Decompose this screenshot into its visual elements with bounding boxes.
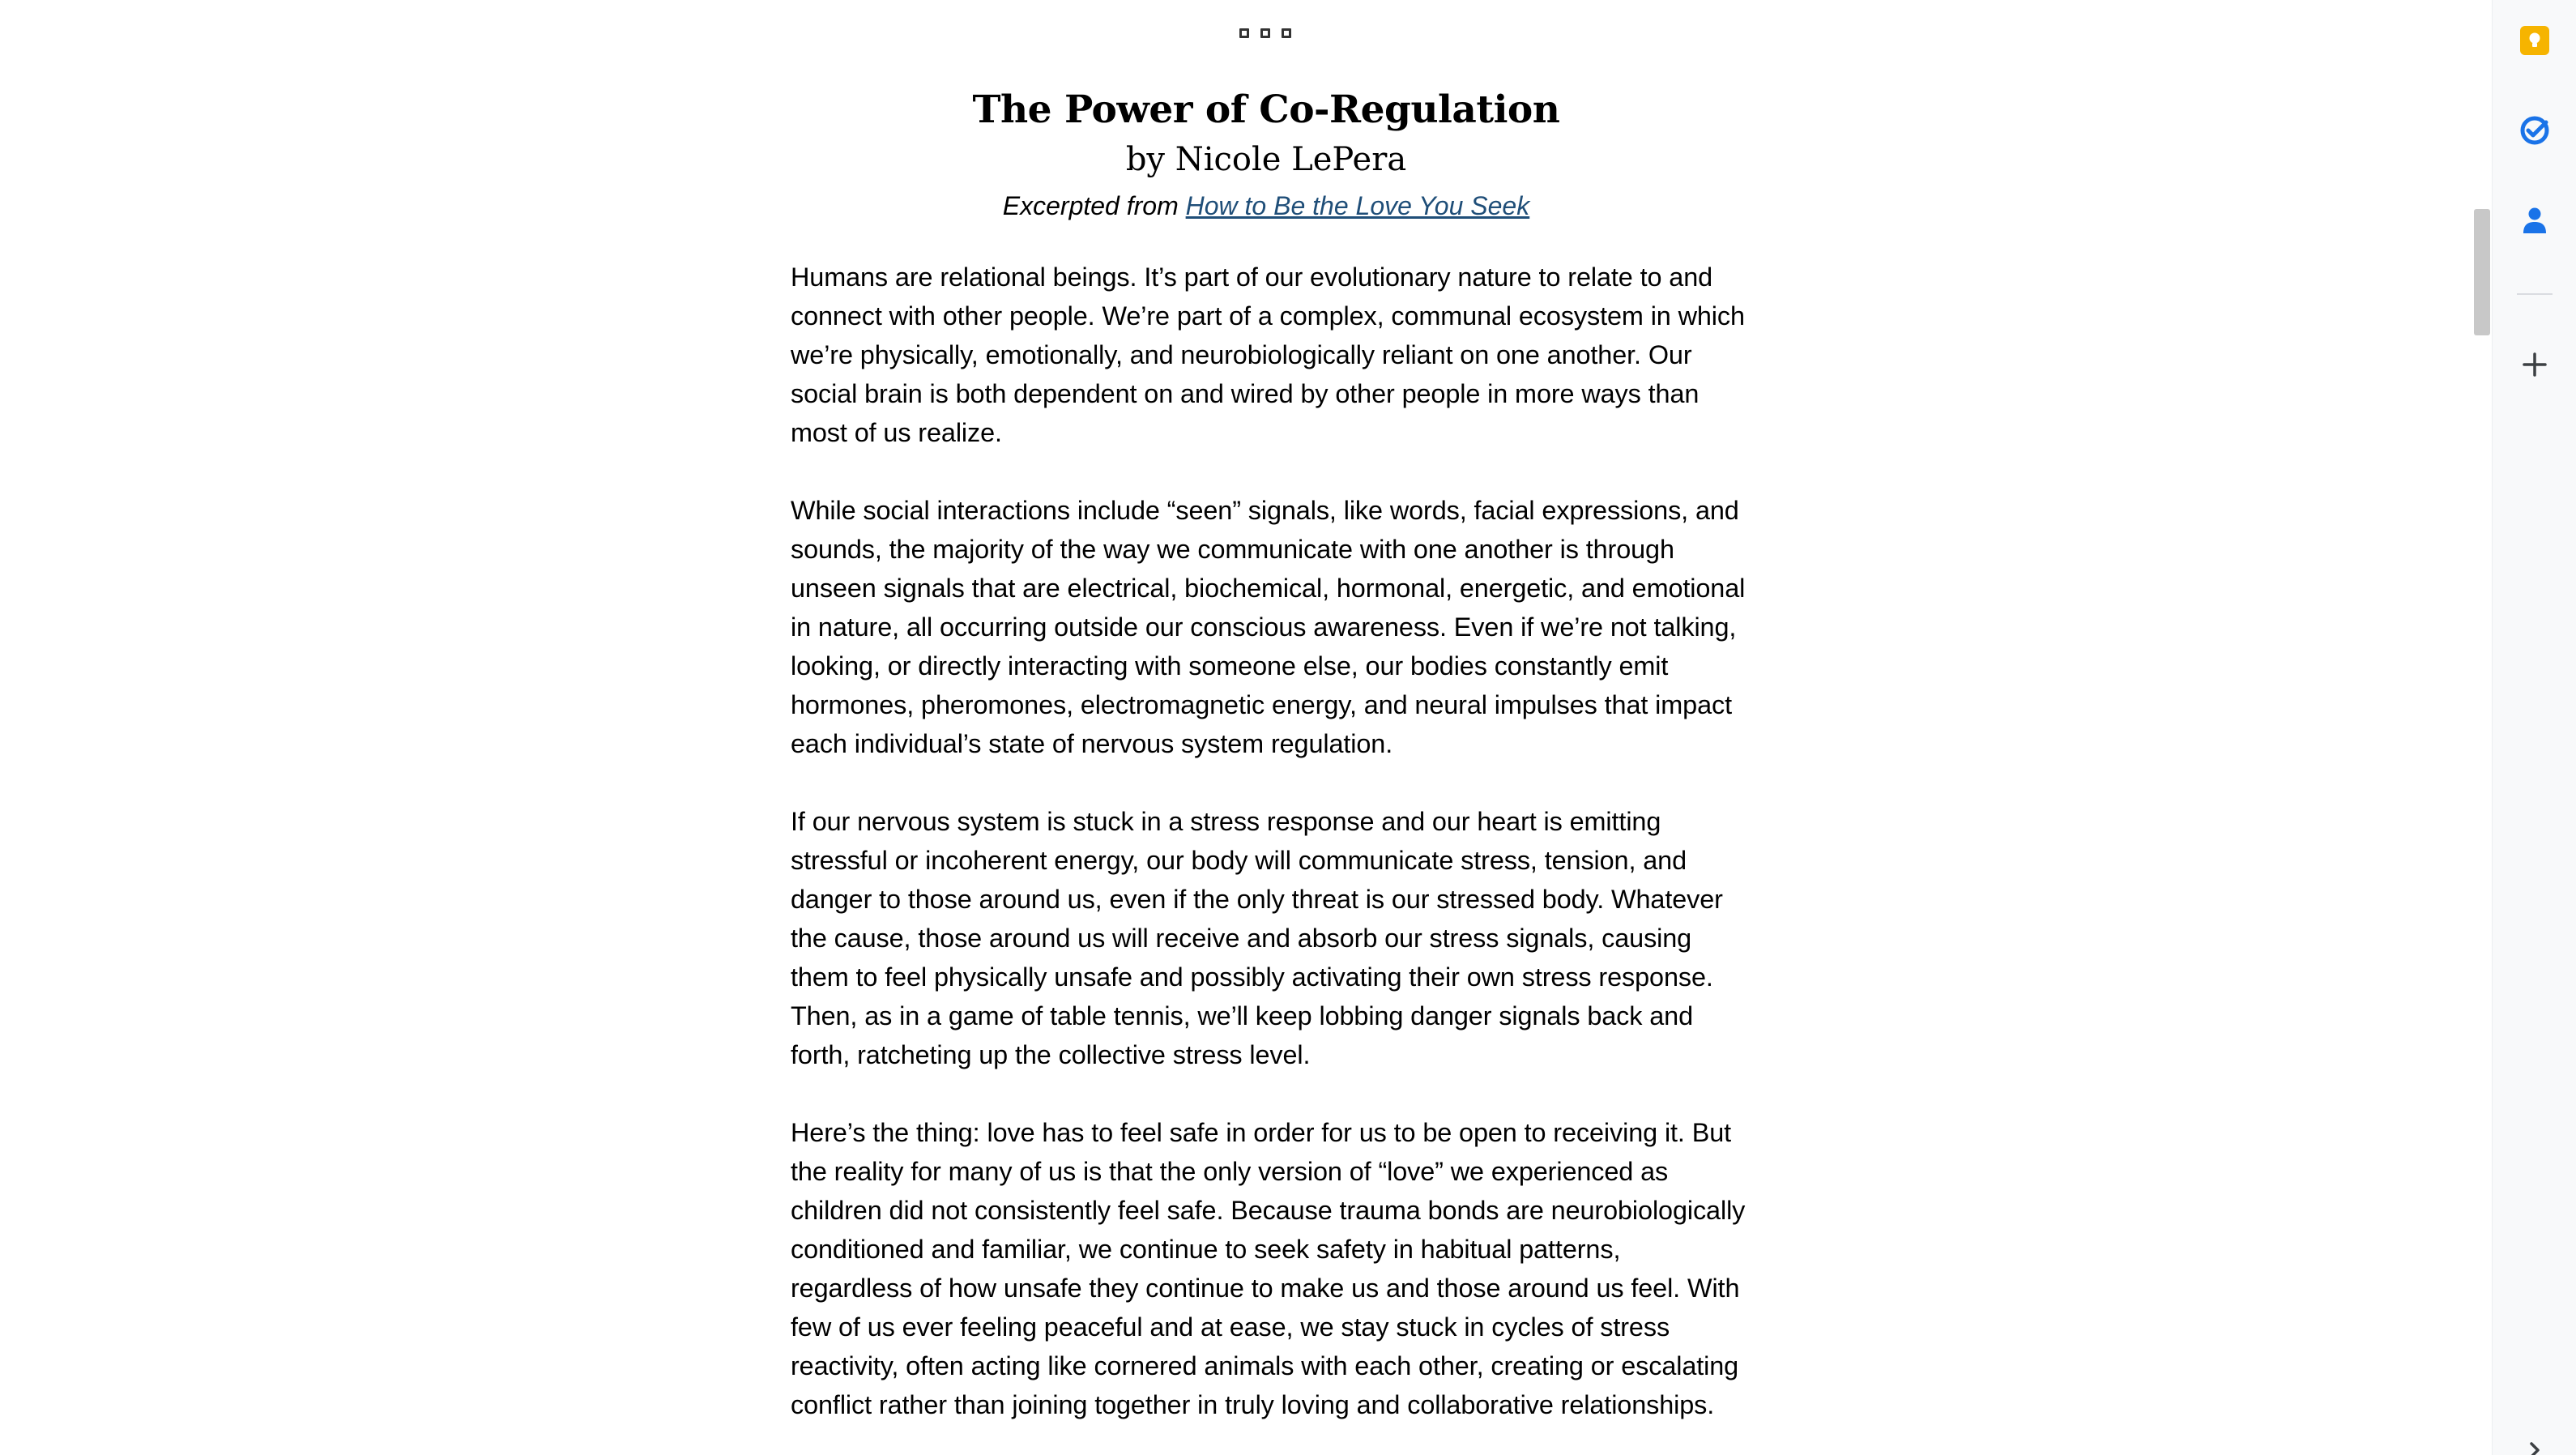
plus-icon — [2522, 352, 2548, 378]
article-byline: by Nicole LePera — [1125, 141, 1407, 178]
dot — [1260, 28, 1270, 38]
contacts-icon — [2518, 204, 2551, 237]
paragraph: Here’s the thing: love has to feel safe in order for us to be open to receiving it. But the reality for many of us is that the only version of “love” we experienced as children did not consistently feel safe. Because trauma bonds are neurobiologically conditioned and familiar, we continue to seek safety in habitual patterns, regardless of how unsafe they continue to make us and those around us feel. With few of us ever feeling peaceful and at ease, we stay stuck in cycles of stress reactivity, often acting like cornered animals with each other, creating or escalating conflict rather than joining together in truly loving and collaborative relationships. — [791, 1118, 1746, 1419]
scrollbar-thumb[interactable] — [2474, 209, 2490, 335]
side-panel — [2492, 0, 2576, 1455]
paragraph: Humans are relational beings. It’s part of our evolutionary nature to relate to and connect with other people. We’re part of a complex, communal ecosystem in which we’re physically, emotionally, and neurobiologically reliant on one another. Our social brain is both dependent on and wired by other people in more ways than most of us realize. — [791, 262, 1745, 447]
vertical-scrollbar[interactable] — [2472, 0, 2492, 1455]
more-options-icon[interactable] — [1239, 28, 1291, 38]
tasks-icon — [2518, 114, 2551, 147]
contacts-button[interactable] — [2512, 198, 2557, 243]
chevron-right-icon[interactable] — [2523, 1439, 2546, 1455]
tasks-button[interactable] — [2512, 108, 2557, 153]
panel-divider — [2517, 293, 2553, 295]
keep-button[interactable] — [2512, 18, 2557, 63]
article-body — [791, 258, 1746, 1455]
book-title-link[interactable]: How to Be the Love You Seek — [1185, 191, 1530, 220]
dot — [1282, 28, 1291, 38]
excerpt-prefix: Excerpted from — [1002, 191, 1179, 220]
keep-icon — [2518, 24, 2551, 57]
article-title: The Power of Co-Regulation — [972, 87, 1560, 132]
paragraph: While social interactions include “seen” signals, like words, facial expressions, and sounds, the majority of the way we communicate with one another is through unseen signals that are electrical, biochemical, hormonal, energetic, and emotional in nature, all occurring outside our conscious awareness. Even if we’re not talking, looking, or directly interacting with someone else, our bodies constantly emit hormones, pheromones, electromagnetic energy, and neural impulses that impact each individual’s state of nervous system regulation. — [791, 496, 1746, 758]
dot — [1239, 28, 1249, 38]
paragraph: If our nervous system is stuck in a stress response and our heart is emitting stressful or incoherent energy, our body will communicate stress, tension, and danger to those around us, even if the only threat is our stressed body. Whatever the cause, those around us will receive and absorb our stress signals, causing them to feel physically unsafe and possibly activating their own stress response. Then, as in a game of table tennis, we’ll keep lobbing danger signals back and forth, ratcheting up the collective stress level. — [791, 807, 1723, 1069]
excerpt-line — [791, 187, 1742, 224]
add-ons-button[interactable] — [2512, 342, 2557, 387]
